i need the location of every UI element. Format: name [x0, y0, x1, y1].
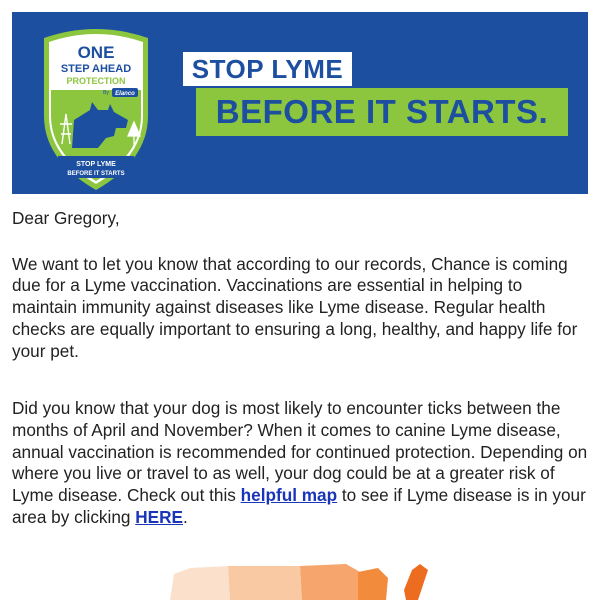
- greeting: Dear Gregory,: [12, 208, 120, 228]
- map-northeast-region: [404, 564, 428, 600]
- map-east-region: [358, 568, 388, 600]
- info-text-part1: Did you know that your dog is most likely to encounter ticks between the months of April and November? When it comes to canine Lyme disease, annual vaccination is recommended for continued protection. Depending on where you live or travel to as well, your dog could be at a greater risk of Lyme disease. Check out this: [12, 398, 588, 506]
- elanco-logo-text: Elanco: [115, 91, 135, 97]
- map-west-region: [170, 566, 230, 600]
- info-text-part2: to see if Lyme disease is in your area by clicking: [12, 485, 586, 527]
- lyme-us-map-image[interactable]: [150, 560, 450, 600]
- badge-footer-line2: BEFORE IT STARTS: [67, 171, 125, 177]
- badge-line2: STEP AHEAD: [60, 63, 132, 75]
- intro-paragraph: We want to let you know that according to our records, Chance is coming due for a Lyme vaccination. Vaccinations are essential in helping to maintain immunity against diseases like Lyme disease. Regular health checks are equally important to ensuring a long, healthy, and happy life for your pet.: [12, 253, 578, 361]
- map-midwest-region: [300, 564, 360, 600]
- headline-stop-lyme: STOP LYME: [183, 52, 352, 86]
- one-step-ahead-badge: [36, 24, 156, 194]
- here-link[interactable]: HERE: [135, 506, 183, 527]
- headline-before-it-starts: BEFORE IT STARTS.: [196, 88, 568, 136]
- map-central-region: [228, 566, 302, 600]
- info-paragraph: [12, 398, 590, 528]
- helpful-map-link[interactable]: helpful map: [240, 485, 338, 506]
- email-body: [12, 208, 590, 528]
- badge-by-label: By: [103, 90, 109, 96]
- badge-footer-line1: STOP LYME: [76, 161, 116, 168]
- info-text-end: .: [183, 506, 188, 527]
- badge-line1: ONE: [77, 43, 115, 62]
- header-banner: [12, 12, 588, 194]
- badge-line3: PROTECTION: [66, 76, 126, 86]
